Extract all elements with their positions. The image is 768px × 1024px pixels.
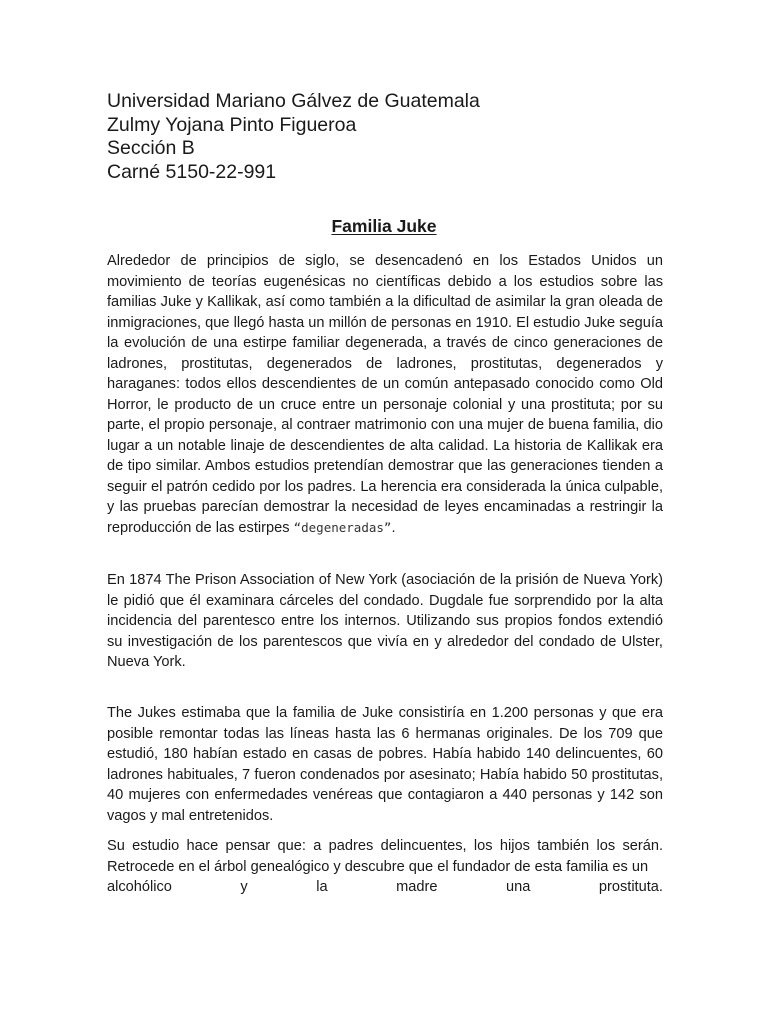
paragraph-3-text: The Jukes estimaba que la familia de Juke consistiría en 1.200 personas y que era posible remontar todas las líneas hasta las 6 hermanas originales. De los 709 que estudió, 180 habían estado en casas de pobres. Había habido 140 delincuentes, 60 ladrones habituales, 7 fueron condenados por asesinato; Había habido 50 prostitutas, 40 mujeres con enfermedades venéreas que contagiaron a 440 personas y 142 son vagos y mal entretenidos. — [107, 705, 663, 824]
paragraph-4-last-line — [107, 877, 663, 898]
section-label: Sección B — [107, 137, 195, 159]
paragraph-1 — [107, 251, 663, 538]
paragraph-1-text: Alrededor de principios de siglo, se desencadenó en los Estados Unidos un movimiento de teorías eugenésicas no científicas debido a los estudios sobre las familias Juke y Kallikak, así como también a la dificultad de asimilar la gran oleada de inmigraciones, que llegó hasta un millón de personas en 1910. El estudio Juke seguía la evolución de una estirpe familiar degenerada, a través de cinco generaciones de ladrones, prostitutas, degenerados de ladrones, prostitutas, degenerados y haraganes: todos ellos descendientes de un común antepasado conocido como Old Horror, le producto de un cruce entre un personaje colonial y una prostituta; por su parte, el propio personaje, al contraer matrimonio con una mujer de buena familia, dio lugar a un notable linaje de descendientes de alta calidad. La historia de Kallikak era de tipo similar. Ambos estudios pretendían demostrar que las generaciones tienden a seguir el patrón cedido por los padres. La herencia era considerada la única culpable, y las pruebas parecían demostrar la necesidad de leyes encaminadas a restringir la reproducción de las estirpes — [107, 253, 663, 536]
paragraph-1-quote: “degeneradas” — [293, 519, 392, 535]
paragraph-1-end: . — [391, 519, 396, 536]
paragraph-2-text: En 1874 The Prison Association of New York (asociación de la prisión de Nueva York) le pidió que él examinara cárceles del condado. Dugdale fue sorprendido por la alta incidencia del parentesco entre los internos. Utilizando sus propios fondos extendió su investigación de los parentescos que vivía en y alrededor del condado de Ulster, Nueva York. — [107, 572, 663, 670]
student-name: Zulmy Yojana Pinto Figueroa — [107, 113, 357, 136]
carne-number: Carné 5150-22-991 — [107, 160, 277, 183]
paragraph-4 — [107, 836, 663, 898]
last-line-word: prostituta. — [598, 879, 663, 895]
document-title — [0, 215, 768, 237]
document-header — [107, 90, 667, 184]
last-line-word: y — [240, 879, 248, 895]
last-line-word: alcohólico — [107, 879, 172, 895]
paragraph-4-text: Su estudio hace pensar que: a padres delincuentes, los hijos también los serán. Retrocede en el árbol genealógico y descubre que el fundador de esta familia es un — [107, 838, 663, 875]
title-text: Familia Juke — [331, 216, 437, 236]
last-line-word: la — [316, 879, 328, 895]
paragraph-3 — [107, 703, 663, 826]
university-name: Universidad Mariano Gálvez de Guatemala — [107, 90, 480, 112]
last-line-word: madre — [396, 879, 438, 895]
paragraph-2 — [107, 570, 663, 673]
last-line-word: una — [506, 879, 531, 895]
